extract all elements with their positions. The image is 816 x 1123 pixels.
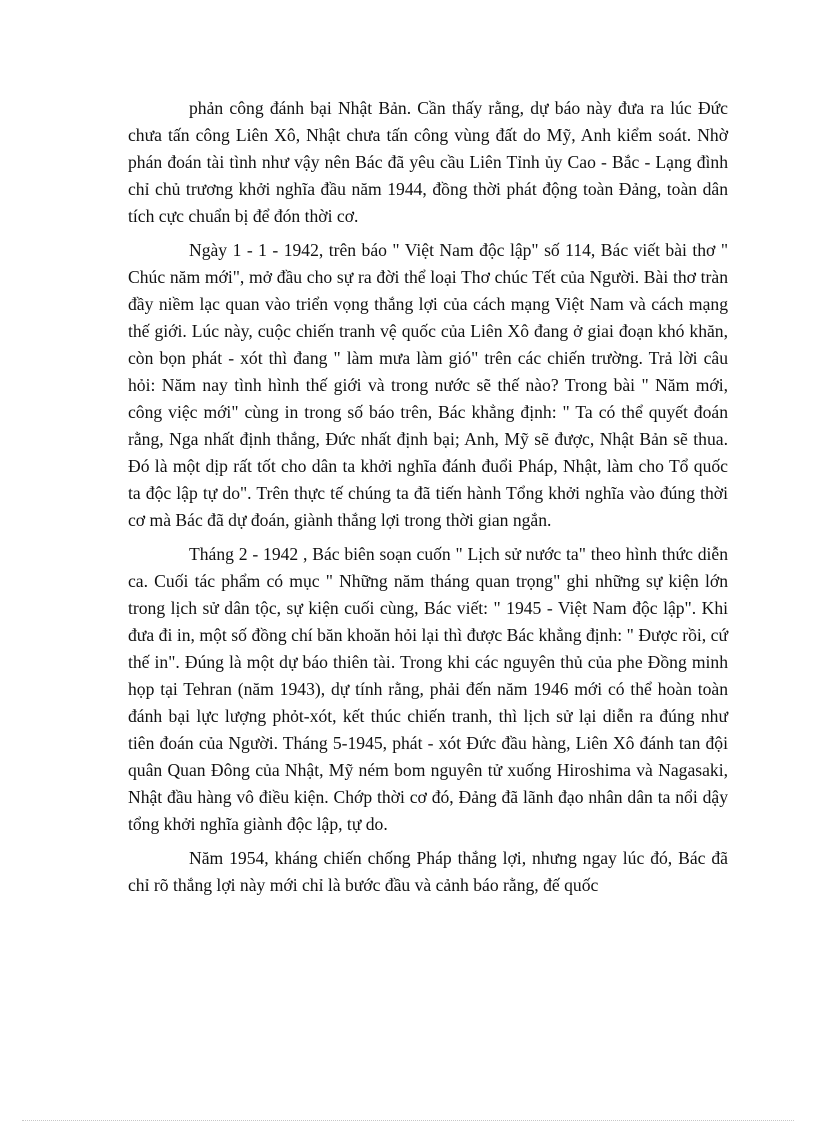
paragraph-forecast-outcome: phản công đánh bại Nhật Bản. Cần thấy rằng, dự báo này đưa ra lúc Đức chưa tấn công Liên Xô, Nhật chưa tấn công vùng đất do Mỹ, Anh kiểm soát. Nhờ phán đoán tài tình như vậy nên Bác đã yêu cầu Liên Tỉnh ủy Cao - Bắc - Lạng đình chỉ chủ trương khởi nghĩa đầu năm 1944, đồng thời phát động toàn Đảng, toàn dân tích cực chuẩn bị để đón thời cơ.	[128, 98, 728, 226]
paragraph-history-book: Tháng 2 - 1942 , Bác biên soạn cuốn " Lịch sử nước ta" theo hình thức diễn ca. Cuối tác phẩm có mục " Những năm tháng quan trọng" ghi những sự kiện lớn trong lịch sử dân tộc, sự kiện cuối cùng, Bác viết: " 1945 - Việt Nam độc lập". Khi đưa đi in, một số đồng chí băn khoăn hỏi lại thì được Bác khẳng định: " Được rồi, cứ thế in". Đúng là một dự báo thiên tài. Trong khi các nguyên thủ của phe Đồng minh họp tại Tehran (năm 1943), dự tính rằng, phải đến năm 1946 mới có thể hoàn toàn đánh bại lực lượng phỏt-xót, kết thúc chiến tranh, thì lịch sử lại diễn ra đúng như tiên đoán của Người. Tháng 5-1945, phát - xót Đức đầu hàng, Liên Xô đánh tan đội quân Quan Đông của Nhật, Mỹ ném bom nguyên tử xuống Hiroshima và Nagasaki, Nhật đầu hàng vô điều kiện. Chớp thời cơ đó, Đảng đã lãnh đạo nhân dân ta nổi dậy tổng khởi nghĩa giành độc lập, tự do.	[128, 544, 728, 834]
document-page	[128, 95, 728, 906]
paragraph-1954-victory: Năm 1954, kháng chiến chống Pháp thắng lợi, nhưng ngay lúc đó, Bác đã chỉ rõ thắng lợi này mới chỉ là bước đầu và cảnh báo rằng, đế quốc	[128, 848, 728, 895]
paragraph-new-year-poem: Ngày 1 - 1 - 1942, trên báo " Việt Nam độc lập" số 114, Bác viết bài thơ " Chúc năm mới", mở đầu cho sự ra đời thể loại Thơ chúc Tết của Người. Bài thơ tràn đầy niềm lạc quan vào triển vọng thắng lợi của cách mạng Việt Nam và cách mạng thế giới. Lúc này, cuộc chiến tranh vệ quốc của Liên Xô đang ở giai đoạn khó khăn, còn bọn phát - xót thì đang " làm mưa làm gió" trên các chiến trường. Trả lời câu hỏi: Năm nay tình hình thế giới và trong nước sẽ thế nào? Trong bài " Năm mới, công việc mới" cùng in trong số báo trên, Bác khẳng định: " Ta có thể quyết đoán rằng, Nga nhất định thắng, Đức nhất định bại; Anh, Mỹ sẽ được, Nhật Bản sẽ thua. Đó là một dịp rất tốt cho dân ta khởi nghĩa đánh đuổi Pháp, Nhật, làm cho Tổ quốc ta độc lập tự do". Trên thực tế chúng ta đã tiến hành Tổng khởi nghĩa vào đúng thời cơ mà Bác đã dự đoán, giành thắng lợi trong thời gian ngắn.	[128, 240, 728, 530]
page-break-divider	[22, 1120, 794, 1121]
